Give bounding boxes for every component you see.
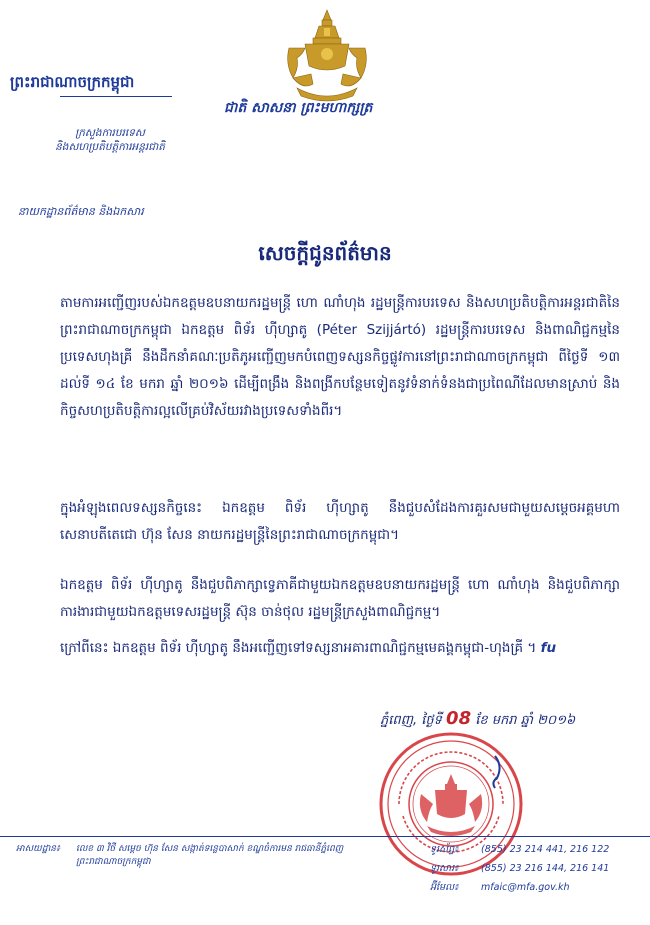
phone-row [430, 843, 609, 857]
email-value: mfaic@mfa.gov.kh [481, 882, 570, 893]
date-day: 08 [446, 708, 472, 729]
ministry-name [40, 126, 180, 154]
phone-value: (855) 23 214 441, 216 122 [481, 844, 610, 855]
date-line [380, 708, 575, 731]
national-motto: ជាតិ សាសនា ព្រះមហាក្សត្រ [224, 100, 373, 116]
royal-coat-of-arms-icon [283, 8, 371, 104]
email-label: អ៊ីមែល៖ [430, 882, 459, 893]
kingdom-underline [60, 96, 172, 97]
footer-divider [0, 836, 650, 837]
address-text: លេខ ៣ វិថី សម្តេច ហ៊ុន សែន សង្កាត់ទន្លេបាសាក់ ខណ្ឌចំការមន រាជធានីភ្នំពេញ ព្រះរាជាណាចក្រកម្ពុជា [76, 844, 344, 867]
department-name: នាយកដ្ឋានព័ត៌មាន និងឯកសារ [18, 205, 144, 218]
address-label: អាសយដ្ឋាន៖ [16, 844, 60, 854]
document-title: សេចក្តីជូនព័ត៌មាន [258, 241, 392, 265]
body-paragraph-4-text: ក្រៅពីនេះ ឯកឧត្តម ពិទ័រ ហ៊ីហ្សាតូ នឹងអញ្ជើញទៅទស្សនាអគារពាណិជ្ជកម្មមេគង្គកម្ពុជា-ហុងគ្រី ។ [60, 640, 537, 656]
initial-signature: fu [540, 640, 557, 656]
fax-label: ទូរសារ៖ [430, 863, 459, 874]
body-paragraph-4 [60, 635, 620, 662]
email-row [430, 881, 570, 895]
date-suffix: ខែ មករា ឆ្នាំ ២០១៦ [475, 713, 576, 728]
ministry-line-1: ក្រសួងការបរទេស [75, 127, 145, 139]
fax-row [430, 862, 609, 876]
body-paragraph-3: ឯកឧត្តម ពិទ័រ ហ៊ីហ្សាតូ នឹងជួបពិភាក្សាទ្វេភាគីជាមួយឯកឧត្តមឧបនាយករដ្ឋមន្ត្រី ហោ ណាំហុង និងជួបពិភាក្សាការងារជាមួយឯកឧត្តមទេសរដ្ឋមន្ត្រី ស៊ុន ចាន់ថុល រដ្ឋមន្ត្រីក្រសួងពាណិជ្ជកម្ម។ [60, 577, 620, 620]
body-paragraph-1: តាមការអញ្ជើញរបស់ឯកឧត្តមឧបនាយករដ្ឋមន្ត្រី ហោ ណាំហុង រដ្ឋមន្ត្រីការបរទេស និងសហប្រតិបត្តិការអន្តរជាតិនៃព្រះរាជាណាចក្រកម្ពុជា ឯកឧត្តម ពិទ័រ ហ៊ីហ្សាតូ (Péter Szijjártó) រដ្ឋមន្ត្រីការបរទេស និងពាណិជ្ជកម្មនៃប្រទេសហុងគ្រី នឹងដឹកនាំគណៈប្រតិភូអញ្ជើញមកបំពេញទស្សនកិច្ចផ្លូវការនៅព្រះរាជាណាចក្រកម្ពុជា ពីថ្ងៃទី ១៣ ដល់ទី ១៤ ខែ មករា ឆ្នាំ ២០១៦ ដើម្បីពង្រឹង និងពង្រីកបន្ថែមទៀតនូវទំនាក់ទំនងជាប្រពៃណីដែលមានស្រាប់ និងកិច្ចសហប្រតិបត្តិការល្អលើគ្រប់វិស័យរវាងប្រទេសទាំងពីរ។ [60, 295, 620, 419]
ministry-line-2: និងសហប្រតិបត្តិការអន្តរជាតិ [55, 141, 165, 153]
kingdom-name: ព្រះរាជាណាចក្រកម្ពុជា [10, 73, 135, 91]
phone-label: ទូរស័ព្ទ៖ [430, 844, 459, 855]
date-prefix: ភ្នំពេញ, ថ្ងៃទី [380, 713, 442, 728]
body-paragraph-2: ក្នុងអំឡុងពេលទស្សនកិច្ចនេះ ឯកឧត្តម ពិទ័រ ហ៊ីហ្សាតូ នឹងជួបសំដែងការគួរសមជាមួយសម្តេចអគ្គមហាសេនាបតីតេជោ ហ៊ុន សែន នាយករដ្ឋមន្ត្រីនៃព្រះរាជាណាចក្រកម្ពុជា។ [60, 500, 620, 543]
fax-value: (855) 23 216 144, 216 141 [481, 863, 610, 874]
